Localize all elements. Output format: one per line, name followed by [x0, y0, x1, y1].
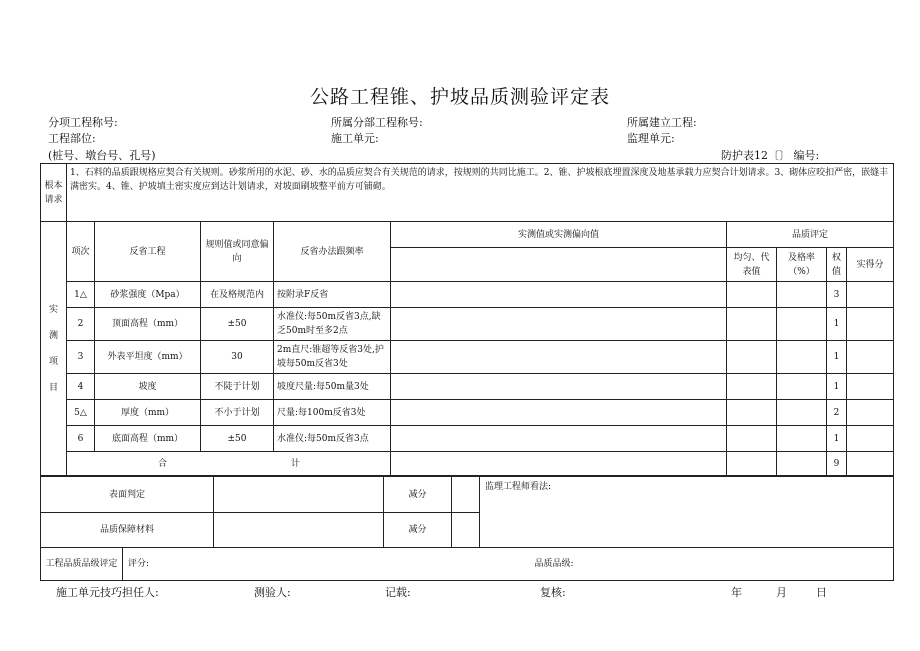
assurance-deduct-label: 减分	[384, 513, 452, 548]
assurance-deduct-value	[452, 513, 480, 548]
row-avg	[727, 400, 777, 426]
measurement-table	[40, 163, 894, 476]
row-weight: 2	[827, 400, 847, 426]
col-method: 反省办法跟频率	[274, 222, 391, 282]
surface-label: 表面判定	[41, 477, 214, 513]
assurance-value	[214, 513, 384, 548]
row-no: 2	[67, 308, 95, 341]
grade-label: 工程品质品级评定	[41, 548, 123, 581]
surface-value	[214, 477, 384, 513]
row-spec: ±50	[201, 426, 274, 452]
measured-subheader-blank	[391, 248, 727, 282]
row-spec: 不小于计划	[201, 400, 274, 426]
table-row	[41, 400, 894, 426]
reviewer-label: 复核:	[540, 586, 566, 599]
year-label: 年	[731, 586, 742, 599]
measured-items-label: 实 测 项 目	[41, 222, 67, 476]
row-weight: 3	[827, 282, 847, 308]
row-spec: 不陡于计划	[201, 374, 274, 400]
table-row	[41, 341, 894, 374]
location-label: 工程部位:	[48, 132, 96, 145]
form-no-label: 防护表12〔〕 编号:	[721, 149, 820, 162]
row-no: 6	[67, 426, 95, 452]
build-project-label: 所属建立工程:	[627, 116, 697, 129]
total-score	[847, 452, 894, 476]
recorder-label: 记载:	[385, 586, 411, 599]
row-measured	[391, 341, 727, 374]
row-method: 2m直尺:锥超等反省3处,护坡每50m反省3处	[274, 341, 391, 374]
basic-requirements-text: 1、石料的品质跟规格应契合有关规则。砂浆所用的水泥、砂、水的品质应契合有关规范的请求，按规则的共同比施工。2、锥、护坡根底埋置深度及地基承载力应契合计划请求。3、砌体应咬扣严密，嵌缝丰满密实。4、锥、护坡填土密实度应到达计划请求，对坡面刷坡整平前方可铺砌。	[67, 164, 894, 222]
row-pass	[777, 426, 827, 452]
row-spec: ±50	[201, 308, 274, 341]
row-pass	[777, 400, 827, 426]
row-pass	[777, 308, 827, 341]
row-avg	[727, 341, 777, 374]
col-check-item: 反省工程	[95, 222, 201, 282]
total-pass	[777, 452, 827, 476]
row-item: 外表平坦度（mm）	[95, 341, 201, 374]
engineer-opinion: 监理工程师看法:	[480, 477, 894, 548]
total-weight: 9	[827, 452, 847, 476]
col-quality-eval: 品质评定	[727, 222, 894, 248]
row-score	[847, 308, 894, 341]
table-row	[41, 282, 894, 308]
row-pass	[777, 341, 827, 374]
row-score	[847, 282, 894, 308]
grade-table	[40, 547, 894, 581]
row-no: 5△	[67, 400, 95, 426]
row-measured	[391, 400, 727, 426]
row-method: 尺量:每100m反省3处	[274, 400, 391, 426]
col-pass-rate: 及格率（%）	[777, 248, 827, 282]
row-item: 砂浆强度（Mpa）	[95, 282, 201, 308]
row-score	[847, 426, 894, 452]
row-method: 按附录F反省	[274, 282, 391, 308]
row-pass	[777, 374, 827, 400]
total-row	[41, 452, 894, 476]
col-avg: 均匀、代表值	[727, 248, 777, 282]
grade-score: 评分:	[128, 559, 150, 569]
table-row	[41, 426, 894, 452]
total-measured	[391, 452, 727, 476]
row-method: 坡度尺量:每50m量3处	[274, 374, 391, 400]
supervision-unit-label: 监理单元:	[627, 132, 675, 145]
surface-deduct-label: 减分	[384, 477, 452, 513]
total-label: 合 计	[67, 452, 391, 476]
row-measured	[391, 426, 727, 452]
row-score	[847, 400, 894, 426]
col-item-no: 项次	[67, 222, 95, 282]
col-score: 实得分	[847, 248, 894, 282]
surface-deduct-value	[452, 477, 480, 513]
row-no: 1△	[67, 282, 95, 308]
sub-item-label: 分项工程称号:	[48, 116, 118, 129]
row-measured	[391, 282, 727, 308]
row-avg	[727, 426, 777, 452]
construction-unit-label: 施工单元:	[331, 132, 379, 145]
table-row	[41, 374, 894, 400]
assurance-label: 品质保障材料	[41, 513, 214, 548]
col-measured: 实测值或实测偏向值	[391, 222, 727, 248]
row-weight: 1	[827, 426, 847, 452]
row-item: 厚度（mm）	[95, 400, 201, 426]
surveyor-label: 测验人:	[254, 586, 291, 599]
row-weight: 1	[827, 341, 847, 374]
row-measured	[391, 374, 727, 400]
basic-requirements-label: 根本请求	[41, 164, 67, 222]
row-measured	[391, 308, 727, 341]
row-no: 3	[67, 341, 95, 374]
row-item: 顶面高程（mm）	[95, 308, 201, 341]
row-method: 水准仪:每50m反省3点	[274, 426, 391, 452]
row-weight: 1	[827, 374, 847, 400]
tech-lead-label: 施工单元技巧担任人:	[56, 586, 159, 599]
grade-values	[123, 548, 894, 581]
row-score	[847, 374, 894, 400]
col-spec: 规则值或同意偏向	[201, 222, 274, 282]
col-weight: 权值	[827, 248, 847, 282]
row-avg	[727, 282, 777, 308]
row-avg	[727, 308, 777, 341]
row-weight: 1	[827, 308, 847, 341]
row-spec: 30	[201, 341, 274, 374]
pile-no-label: (桩号、墩台号、孔号)	[48, 149, 156, 162]
row-method: 水准仪:每50m反省3点,缺乏50m时至多2点	[274, 308, 391, 341]
month-label: 月	[776, 586, 787, 599]
parent-item-label: 所属分部工程称号:	[331, 116, 423, 129]
row-avg	[727, 374, 777, 400]
row-pass	[777, 282, 827, 308]
total-avg	[727, 452, 777, 476]
page-title: 公路工程锥、护坡品质测验评定表	[309, 86, 610, 108]
row-item: 底面高程（mm）	[95, 426, 201, 452]
row-item: 坡度	[95, 374, 201, 400]
row-score	[847, 341, 894, 374]
assessment-table	[40, 476, 894, 548]
row-spec: 在及格规范内	[201, 282, 274, 308]
row-no: 4	[67, 374, 95, 400]
day-label: 日	[816, 586, 827, 599]
table-row	[41, 308, 894, 341]
grade-level: 品质品级:	[534, 559, 574, 569]
